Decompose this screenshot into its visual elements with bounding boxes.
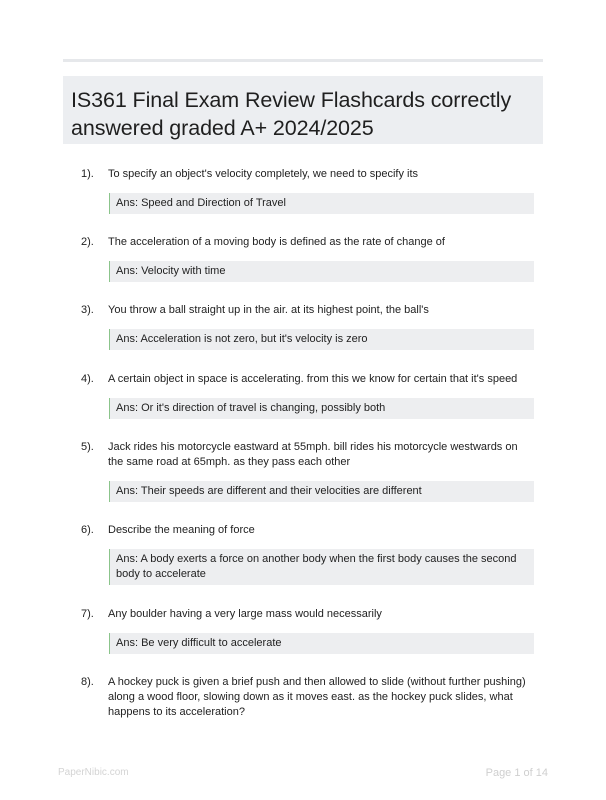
question-text: Describe the meaning of force (108, 524, 255, 536)
footer-watermark: PaperNibic.com (58, 767, 129, 778)
question-text: To specify an object's velocity completely, we need to specify its (108, 168, 419, 180)
top-divider (63, 59, 543, 62)
question-text: A hockey puck is given a brief push and then allowed to slide (without further pushing) along a wood floor, slowing down as it moves east. as the hockey puck slides, what happens to its acceleration? (108, 676, 526, 718)
answer-box: Ans: A body exerts a force on another body when the first body causes the second body to accelerate (109, 549, 534, 585)
answer-box: Ans: Speed and Direction of Travel (109, 193, 534, 214)
question-text: Any boulder having a very large mass would necessarily (108, 608, 382, 620)
question-text: Jack rides his motorcycle eastward at 55mph. bill rides his motorcycle westwards on the same road at 65mph. as they pass each other (108, 441, 518, 468)
question-text: A certain object in space is accelerating. from this we know for certain that it's speed (108, 373, 518, 385)
answer-box: Ans: Velocity with time (109, 261, 534, 282)
answer-box: Ans: Acceleration is not zero, but it's velocity is zero (109, 329, 534, 350)
question-number: 4). (81, 373, 94, 385)
question-number: 8). (81, 676, 94, 688)
answer-box: Ans: Be very difficult to accelerate (109, 633, 534, 654)
question-text: The acceleration of a moving body is defined as the rate of change of (108, 236, 445, 248)
question-text: You throw a ball straight up in the air. at its highest point, the ball's (108, 304, 429, 316)
question-number: 5). (81, 441, 94, 453)
answer-box: Ans: Or it's direction of travel is changing, possibly both (109, 398, 534, 419)
title-banner (63, 76, 543, 144)
page-indicator: Page 1 of 14 (485, 767, 548, 779)
question-number: 7). (81, 608, 94, 620)
question-number: 3). (81, 304, 94, 316)
question-number: 2). (81, 236, 94, 248)
question-number: 1). (81, 168, 94, 180)
answer-box: Ans: Their speeds are different and their velocities are different (109, 481, 534, 502)
document-title: IS361 Final Exam Review Flashcards correctly answered graded A+ 2024/2025 (71, 88, 512, 140)
question-number: 6). (81, 524, 94, 536)
